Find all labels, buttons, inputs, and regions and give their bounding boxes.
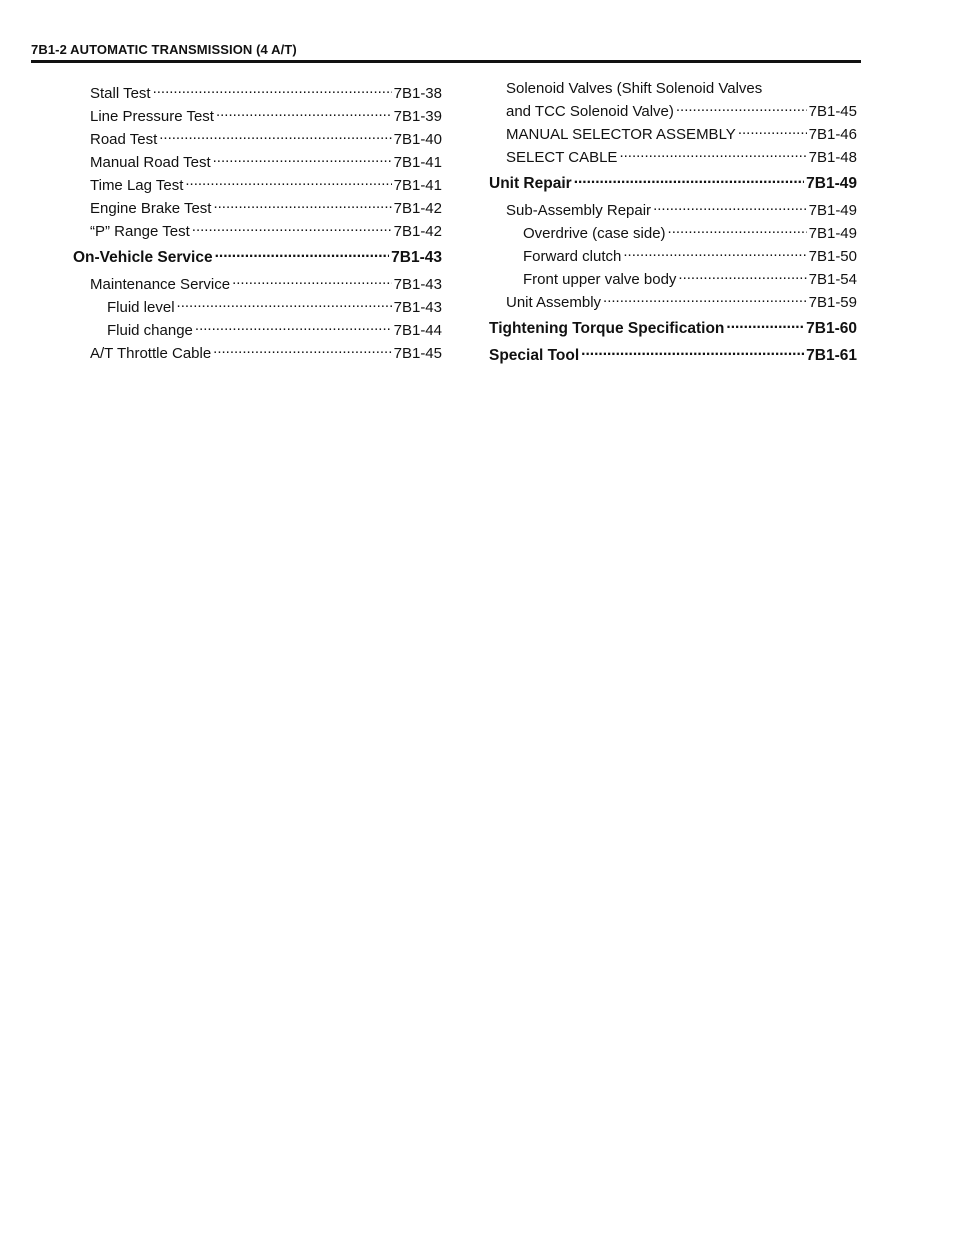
toc-entry-label: Sub-Assembly Repair <box>506 202 652 219</box>
dot-leader <box>192 218 392 236</box>
page-header <box>31 0 861 63</box>
toc-entry-label: “P” Range Test <box>90 223 190 240</box>
dot-leader <box>619 144 806 162</box>
dot-leader <box>232 271 392 289</box>
dot-leader <box>153 80 392 98</box>
dot-leader <box>213 340 391 358</box>
toc-entry-label: Manual Road Test <box>90 154 211 171</box>
dot-leader <box>177 294 392 312</box>
dot-leader <box>213 149 392 167</box>
dot-leader <box>215 244 390 262</box>
toc-column-right <box>489 80 857 369</box>
dot-leader <box>216 103 392 121</box>
toc-entry-page: 7B1-43 <box>393 299 442 316</box>
toc-entry-label: A/T Throttle Cable <box>90 345 212 362</box>
toc-entry-label: Fluid level <box>107 299 175 316</box>
toc-entry-page: 7B1-46 <box>808 126 857 143</box>
toc-entry-page: 7B1-41 <box>393 154 442 171</box>
dot-leader <box>676 98 807 116</box>
toc-entry-label: On-Vehicle Service <box>73 249 213 266</box>
toc-entry[interactable] <box>489 289 857 312</box>
dot-leader <box>213 195 391 213</box>
toc-entry[interactable] <box>489 121 857 144</box>
toc-entry-label: Time Lag Test <box>90 177 184 194</box>
toc-entry-page: 7B1-41 <box>393 177 442 194</box>
dot-leader <box>678 266 806 284</box>
toc-entry[interactable] <box>73 126 442 149</box>
dot-leader <box>159 126 391 144</box>
toc-section-heading[interactable] <box>73 244 442 267</box>
toc-entry-label: Road Test <box>90 131 158 148</box>
toc-entry-continued-label: Solenoid Valves (Shift Solenoid Valves <box>506 80 763 97</box>
toc-entry-page: 7B1-42 <box>393 223 442 240</box>
dot-leader <box>603 289 807 307</box>
toc-entry[interactable] <box>73 294 442 317</box>
toc-entry[interactable] <box>73 80 442 103</box>
toc-entry[interactable] <box>489 197 857 220</box>
dot-leader <box>574 170 804 188</box>
toc-entry-page: 7B1-49 <box>808 202 857 219</box>
toc-entry-page: 7B1-59 <box>808 294 857 311</box>
page-title: 7B1-2 AUTOMATIC TRANSMISSION (4 A/T) <box>31 42 297 57</box>
toc-entry[interactable] <box>489 243 857 266</box>
toc-entry-page: 7B1-49 <box>806 175 857 192</box>
dot-leader <box>738 121 807 139</box>
toc-entry-page: 7B1-61 <box>806 347 857 364</box>
toc-entry-label: Tightening Torque Specification <box>489 320 725 337</box>
toc-entry[interactable] <box>73 103 442 126</box>
toc-entry-page: 7B1-49 <box>808 225 857 242</box>
toc-entry-label: Forward clutch <box>523 248 622 265</box>
toc-entry-label: Line Pressure Test <box>90 108 214 125</box>
toc-entry-label: Unit Assembly <box>506 294 602 311</box>
toc-entry-label: MANUAL SELECTOR ASSEMBLY <box>506 126 736 143</box>
dot-leader <box>195 317 392 335</box>
toc-entry-page: 7B1-38 <box>393 85 442 102</box>
dot-leader <box>623 243 806 261</box>
toc-entry-label: Fluid change <box>107 322 193 339</box>
toc-entry-label: Stall Test <box>90 85 151 102</box>
toc-entry-page: 7B1-60 <box>806 320 857 337</box>
dot-leader <box>185 172 391 190</box>
toc-entry[interactable] <box>489 266 857 289</box>
toc-entry-label: Overdrive (case side) <box>523 225 666 242</box>
toc-entry[interactable] <box>73 317 442 340</box>
dot-leader <box>653 197 807 215</box>
toc-entry[interactable] <box>489 144 857 167</box>
toc-entry-label: Maintenance Service <box>90 276 231 293</box>
toc-entry[interactable] <box>73 271 442 294</box>
toc-column-left <box>73 80 442 363</box>
toc-entry-page: 7B1-43 <box>393 276 442 293</box>
toc-entry-page: 7B1-40 <box>393 131 442 148</box>
toc-entry-page: 7B1-42 <box>393 200 442 217</box>
toc-entry[interactable] <box>73 149 442 172</box>
dot-leader <box>726 315 804 333</box>
toc-entry-page: 7B1-44 <box>393 322 442 339</box>
toc-entry-page: 7B1-39 <box>393 108 442 125</box>
toc-entry-page: 7B1-54 <box>808 271 857 288</box>
dot-leader <box>581 342 804 360</box>
toc-section-heading[interactable] <box>489 342 857 365</box>
toc-entry-label: Unit Repair <box>489 175 572 192</box>
toc-entry-label: Special Tool <box>489 347 580 364</box>
toc-entry[interactable] <box>73 218 442 241</box>
toc-entry-page: 7B1-45 <box>393 345 442 362</box>
toc-section-heading[interactable] <box>489 170 857 193</box>
toc-section-heading[interactable] <box>489 315 857 338</box>
toc-entry[interactable] <box>73 340 442 363</box>
toc-entry-page: 7B1-43 <box>391 249 442 266</box>
toc-entry[interactable] <box>73 172 442 195</box>
toc-entry-page: 7B1-48 <box>808 149 857 166</box>
toc-entry-label: and TCC Solenoid Valve) <box>506 103 674 120</box>
toc-entry[interactable] <box>73 195 442 218</box>
toc-entry-page: 7B1-45 <box>808 103 857 120</box>
toc-entry-label: Front upper valve body <box>523 271 677 288</box>
toc-entry-label: Engine Brake Test <box>90 200 212 217</box>
toc-entry-label: SELECT CABLE <box>506 149 618 166</box>
toc-entry[interactable] <box>489 220 857 243</box>
toc-entry[interactable] <box>489 98 857 121</box>
toc-entry-page: 7B1-50 <box>808 248 857 265</box>
dot-leader <box>668 220 807 238</box>
